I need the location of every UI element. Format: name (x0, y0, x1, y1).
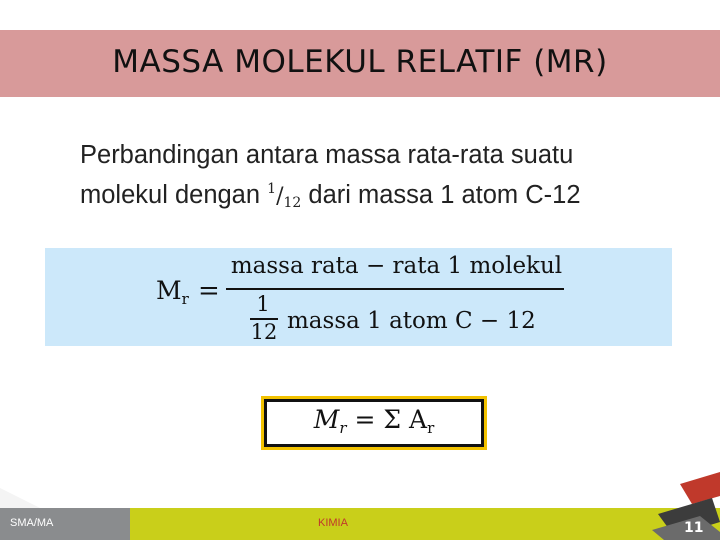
small-fraction-numerator: 1 (256, 292, 270, 316)
footer-subject: KIMIA (318, 517, 348, 529)
formula-equals: = (198, 276, 220, 306)
slide-title: MASSA MOLEKUL RELATIF (MR) (112, 44, 608, 80)
formula-lhs: $M_r$ (156, 276, 189, 308)
right-corner-logo-decoration (640, 470, 720, 540)
definition-text (80, 138, 670, 220)
formula-fraction-line (226, 288, 564, 290)
definition-line-2-end: dari massa 1 atom C-12 (308, 181, 581, 209)
formula-denominator: massa 1 atom C − 12 (287, 308, 536, 334)
definition-line-1: Perbandingan antara massa rata-rata suatu (80, 141, 574, 169)
small-fraction-denominator: 12 (250, 320, 278, 344)
footer-school-level: SMA/MA (10, 517, 54, 529)
definition-line-2-start: molekul dengan (80, 181, 261, 209)
summary-formula: $M_r = \Sigma$ $A_r$ (313, 405, 435, 437)
formula-numerator: massa rata − rata 1 molekul (230, 253, 563, 279)
one-twelfth-fraction: $^1/_{12}$ (267, 181, 302, 211)
svg-text:11: 11 (684, 520, 704, 536)
definition-line-2 (80, 172, 670, 220)
